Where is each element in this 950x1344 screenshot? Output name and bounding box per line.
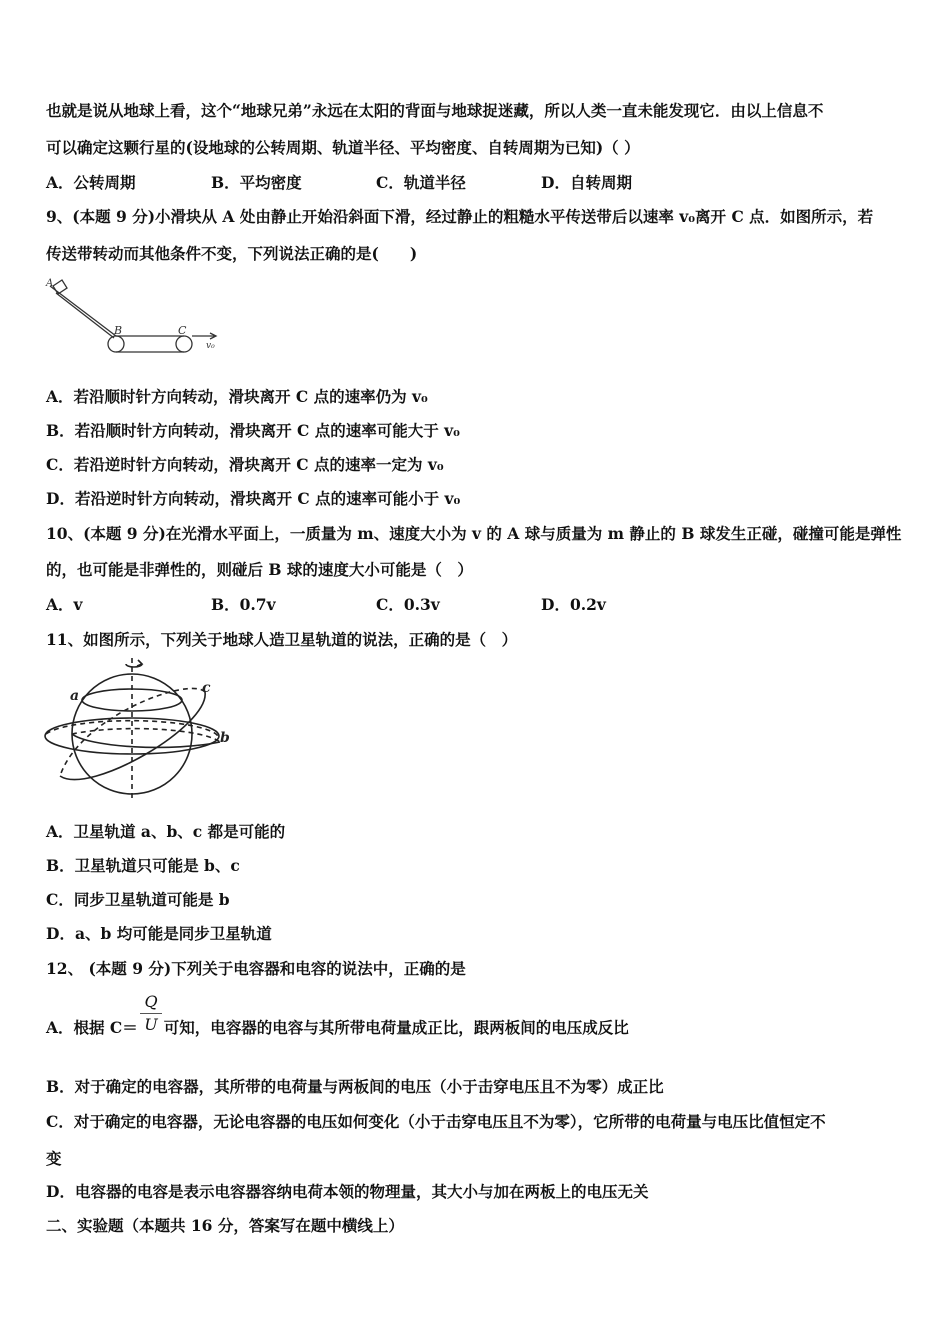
- q10-option-b: B．0.7v: [211, 595, 276, 614]
- q12-option-c-line2: 变: [46, 1149, 62, 1168]
- q12-text-line1: 12、 (本题 9 分)下列关于电容器和电容的说法中，正确的是: [46, 959, 466, 978]
- q8-option-d: D．自转周期: [541, 173, 632, 192]
- q8-text-line1: 也就是说从地球上看，这个“地球兄弟”永远在太阳的背面与地球捉迷藏，所以人类一直未能发现它．由以上信息不: [46, 101, 824, 120]
- q9-text-line2: 传送带转动而其他条件不变，下列说法正确的是( ): [46, 244, 418, 263]
- satellite-orbits-figure: [40, 656, 240, 802]
- q8-text-line2: 可以确定这颗行星的(设地球的公转周期、轨道半径、平均密度、自转周期为已知)（ ）: [46, 138, 640, 157]
- q10-option-c: C．0.3v: [376, 595, 440, 614]
- fraction-numerator: Q: [144, 992, 158, 1011]
- capacitance-fraction: [140, 992, 162, 1035]
- q9-option-c: C．若沿逆时针方向转动，滑块离开 C 点的速率一定为 v₀: [46, 455, 444, 474]
- q12-option-a-prefix: A．根据 C＝: [46, 1018, 138, 1037]
- q12-option-c-line1: C．对于确定的电容器，无论电容器的电压如何变化（小于击穿电压且不为零），它所带的电荷量与电压比值恒定不: [46, 1112, 826, 1131]
- fig9-label-a: A: [46, 278, 54, 289]
- q9-option-d: D．若沿逆时针方向转动，滑块离开 C 点的速率可能小于 v₀: [46, 489, 461, 508]
- q12-option-d: D．电容器的电容是表示电容器容纳电荷本领的物理量，其大小与加在两板上的电压无关: [46, 1182, 649, 1201]
- fig11-label-a: a: [70, 688, 80, 704]
- q10-text-line2: 的，也可能是非弹性的，则碰后 B 球的速度大小可能是（ ）: [46, 560, 473, 579]
- section-2-title: 二、实验题（本题共 16 分，答案写在题中横线上）: [46, 1216, 404, 1235]
- q9-option-a: A．若沿顺时针方向转动，滑块离开 C 点的速率仍为 v₀: [46, 387, 428, 406]
- q8-option-a: A．公转周期: [46, 173, 136, 192]
- q8-option-c: C．轨道半径: [376, 173, 466, 192]
- q11-option-d: D．a、b 均可能是同步卫星轨道: [46, 924, 272, 943]
- incline-conveyor-figure: [44, 276, 234, 360]
- q10-text-line1: 10、(本题 9 分)在光滑水平面上，一质量为 m、速度大小为 v 的 A 球与质量为 m 静止的 B 球发生正碰，碰撞可能是弹性: [46, 524, 902, 543]
- q8-option-b: B．平均密度: [211, 173, 302, 192]
- fig9-label-b: B: [114, 324, 123, 337]
- q9-text-line1: 9、(本题 9 分)小滑块从 A 处由静止开始沿斜面下滑，经过静止的粗糙水平传送带后以速率 v₀离开 C 点．如图所示，若: [46, 207, 874, 226]
- q11-option-a: A．卫星轨道 a、b、c 都是可能的: [46, 822, 286, 841]
- fig9-label-c: C: [178, 324, 187, 337]
- q12-option-a-suffix: 可知，电容器的电容与其所带电荷量成正比，跟两板间的电压成反比: [163, 1018, 629, 1037]
- q10-option-a: A．v: [46, 595, 83, 614]
- q12-option-a: [46, 1017, 629, 1039]
- fig11-label-b: b: [220, 730, 230, 746]
- q11-option-c: C．同步卫星轨道可能是 b: [46, 890, 230, 909]
- fraction-denominator: U: [144, 1015, 158, 1034]
- q9-option-b: B．若沿顺时针方向转动，滑块离开 C 点的速率可能大于 v₀: [46, 421, 460, 440]
- fig9-label-v0: v₀: [206, 341, 215, 351]
- q11-text-line1: 11、如图所示，下列关于地球人造卫星轨道的说法，正确的是（ ）: [46, 630, 518, 649]
- fig11-label-c: c: [202, 680, 211, 696]
- q10-option-d: D．0.2v: [541, 595, 606, 614]
- q11-option-b: B．卫星轨道只可能是 b、c: [46, 856, 240, 875]
- q12-option-b: B．对于确定的电容器，其所带的电荷量与两板间的电压（小于击穿电压且不为零）成正比: [46, 1077, 664, 1096]
